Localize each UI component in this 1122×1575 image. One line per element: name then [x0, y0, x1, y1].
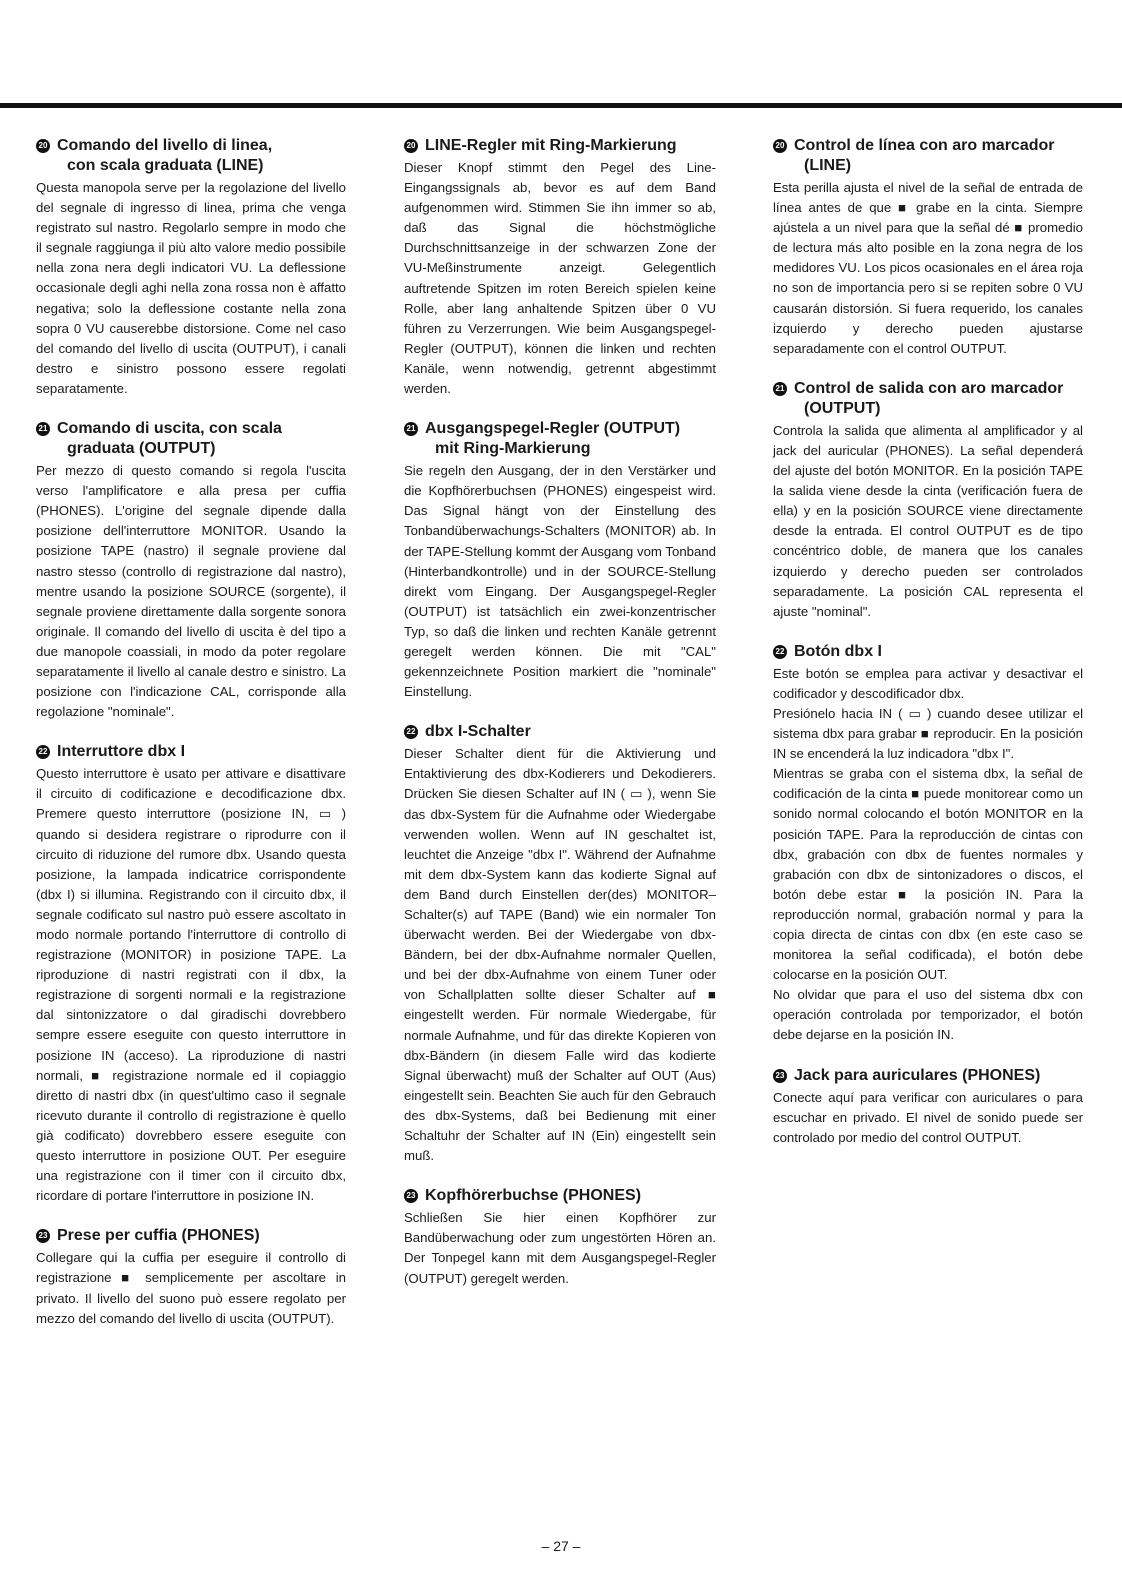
section-de-dbx [404, 722, 716, 1166]
item-number-badge: 22 [36, 745, 50, 759]
item-number-badge: 22 [404, 725, 418, 739]
heading-line: Prese per cuffia (PHONES) [57, 1227, 260, 1245]
heading-line: Botón dbx I [794, 642, 882, 660]
item-number-badge: 23 [404, 1189, 418, 1203]
heading-line: con scala graduata (LINE) [67, 157, 264, 174]
section-es-dbx [773, 642, 1083, 1046]
section-de-line [404, 136, 716, 399]
paragraph: Per mezzo di questo comando si regola l'uscita verso l'amplificatore e alla presa per cuffia (PHONES). L'origine del segnale dipende dalla posizione dell'interruttore MONITOR. Usando la posizione TAPE (nastro) il segnale proviene dal nastro stesso (controllo di registrazione dal nastro), mentre usando la posizione SOURCE (sorgente), il segnale proviene direttamente dalla sorgente sonora originale. Il comando del livello di uscita è del tipo a due manopole coassiali, in modo da poter regolare separatamente il livello al canale destro e sinistro. La posizione con l'indicazione CAL, corrisponde alla regolazione "nominale". [36, 463, 346, 720]
top-rule [0, 103, 1122, 108]
heading-line: (LINE) [804, 157, 852, 174]
paragraph: Questa manopola serve per la regolazione del livello del segnale di ingresso di linea, prima che venga registrato sul nastro. Regolarlo sempre in modo che il segnale raggiunga il più alto valore medio possibile nella zona nera degli indicatori VU. La deflessione occasionale degli aghi nella zona rossa non è affatto negativa; solo la deflessione costante nella zona sopra 0 VU causerebbe distorsione. Come nel caso del comando del livello di uscita (OUTPUT), i canali destro e sinistro possono essere regolati separatamente. [36, 180, 346, 396]
heading-line: LINE-Regler mit Ring-Markierung [425, 137, 677, 154]
paragraph: Dieser Knopf stimmt den Pegel des Line-Eingangssignals ab, bevor es auf dem Band aufgenommen wird. Stimmen Sie ihn immer so ab, daß das Signal die höchstmögliche Durchschnittsanzeige in der schwarzen Zone der VU-Meßinstrumente anzeigt. Gelegentlich auftretende Spitzen im roten Bereich spielen keine Rolle, aber lang anhaltende Spitzen über 0 VU führen zu Verzerrungen. Wie beim Ausgangspegel-Regler (OUTPUT), können die linken und rechten Kanäle, wenn notwendig, getrennt abgestimmt werden. [404, 160, 716, 397]
heading-line: (OUTPUT) [804, 399, 881, 417]
column-italian [36, 136, 346, 1349]
page-number: – 27 – [541, 1538, 581, 1554]
item-number-badge: 22 [773, 645, 787, 659]
section-heading [773, 136, 1083, 176]
paragraph: Schließen Sie hier einen Kopfhörer zur Bandüberwachung oder zum ungestörten Hören an. Der Tonpegel kann mit dem Ausgangspegel-Regler (OUTPUT) geregelt werden. [404, 1210, 716, 1286]
section-heading [36, 742, 346, 762]
heading-line: Comando di uscita, con scala [57, 420, 282, 438]
heading-line: mit Ring-Markierung [435, 440, 591, 458]
heading-line: Interruttore dbx I [57, 743, 186, 761]
heading-line: Control de salida con aro marcador [794, 379, 1064, 397]
item-number-badge: 20 [773, 139, 787, 153]
item-number-badge: 21 [404, 422, 418, 436]
paragraph: Controla la salida que alimenta al amplificador y al jack del auricular (PHONES). La señal dependerá del ajuste del botón MONITOR. En la posición TAPE la salida viene desde la cinta (verificación fuera de ella) y en la posición SOURCE viene directamente desde la entrada. El control OUTPUT es de tipo concéntrico doble, de manera que los canales izquierdo y derecho pueden ser controlados separadamente. La posición CAL representa el ajuste "nominal". [773, 422, 1083, 619]
section-heading [36, 136, 346, 176]
section-heading [404, 722, 716, 742]
paragraph: Dieser Schalter dient für die Aktivierung und Entaktivierung des dbx-Kodierers und Dekodierers. Drücken Sie diesen Schalter auf IN ( ▭ ), wenn Sie das dbx-System für die Aufnahme oder Wiedergabe verwenden wollen. Wenn auf IN geschaltet ist, leuchtet die Anzeige "dbx I". Während der Aufnahme mit dem dbx-System kann das kodierte Signal auf dem Band durch Einstellen der(des) MONITOR–Schalter(s) auf TAPE (Band) wie ein normaler Ton überwacht werden. Bei der Wiedergabe von dbx-Bändern, bei der dbx-Aufnahme normaler Quellen, und bei der dbx-Aufnahme von einem Tuner oder von Schallplatten sollte dieser Schalter auf ■ eingestellt werden. Für normale Wiedergabe, für normale Aufnahme, und für das direkte Kopieren von dbx-Bändern (in diesem Falle wird das kodierte Signal überwacht) muß der Schalter auf OUT (Aus) eingestellt sein. Beachten Sie auch für den Gebrauch des dbx-Systems, daß bei Bedienung mit einer Schaltuhr der Schalter auf IN (Ein) eingestellt sein muß. [404, 746, 716, 1164]
paragraph: Collegare qui la cuffia per eseguire il controllo di registrazione ■ semplicemente per ascoltare in privato. Il livello del suono può essere regolato per mezzo del comando del livello di uscita (OUTPUT). [36, 1250, 346, 1326]
item-number-badge: 21 [36, 422, 50, 436]
heading-line: graduata (OUTPUT) [67, 440, 216, 458]
section-heading [404, 1186, 716, 1206]
heading-line: Comando del livello di linea, [57, 137, 273, 154]
section-it-dbx [36, 742, 346, 1206]
section-heading [36, 1226, 346, 1246]
item-number-badge: 21 [773, 382, 787, 396]
paragraph: Presiónelo hacia IN ( ▭ ) cuando desee utilizar el sistema dbx para grabar ■ reproducir. En la posición IN se encenderá la luz indicadora "dbx I". [773, 705, 1083, 762]
paragraph: Conecte aquí para verificar con auriculares o para escuchar en privado. El nivel de sonido puede ser controlado por medio del control OUTPUT. [773, 1089, 1083, 1145]
section-es-phones [773, 1066, 1083, 1148]
section-es-output [773, 379, 1083, 622]
heading-line: Kopfhörerbuchse (PHONES) [425, 1187, 642, 1205]
section-heading [36, 419, 346, 459]
heading-line: Jack para auriculares (PHONES) [794, 1066, 1041, 1084]
item-number-badge: 20 [404, 139, 418, 153]
section-it-line [36, 136, 346, 399]
section-heading [773, 642, 1083, 662]
item-number-badge: 20 [36, 139, 50, 153]
paragraph: Sie regeln den Ausgang, der in den Verstärker und die Kopfhörerbuchsen (PHONES) eingespeist wird. Das Signal hängt von der Einstellung des Tonbandüberwachungs-Schalters (MONITOR) ab. In der TAPE-Stellung kommt der Ausgang vom Tonband (Hinterbandkontrolle) und in der SOURCE-Stellung direkt vom Eingang. Der Ausgangspegel-Regler (OUTPUT) ist tatsächlich ein zwei-konzentrischer Typ, so daß die linken und rechten Kanäle getrennt geregelt werden können. Die mit "CAL" gekennzeichnete Position markiert die "nominale" Einstellung. [404, 463, 716, 700]
paragraph: No olvidar que para el uso del sistema dbx con operación controlada por temporizador, el botón debe dejarse en la posición IN. [773, 987, 1083, 1043]
paragraph: Mientras se graba con el sistema dbx, la señal de codificación de la cinta ■ puede monitorear como un sonido normal colocando el botón MONITOR en la posición TAPE. Para la reproducción de cintas con dbx, grabación con dbx de fuentes normales y grabación con dbx de sintonizadores o discos, el botón debe estar ■ la posición IN. Para la reproducción normal, grabación normal y para la copia directa de cintas con dbx (en este caso se monitorea la señal codificada), el botón debe colocarse en la posición OUT. [773, 766, 1083, 983]
section-heading [773, 1066, 1083, 1086]
column-german [404, 136, 716, 1309]
paragraph: Questo interruttore è usato per attivare e disattivare il circuito di codificazione e decodificazione dbx. Premere questo interruttore (posizione IN, ▭ ) quando si desidera registrare o riprodurre con il circuito di riduzione del rumore dbx. Usando questa posizione, la lampada indicatrice corrispondente (dbx I) si illumina. Registrando con il circuito dbx, il segnale codificato sul nastro può essere ascoltato in modo normale portando l'interruttore di controllo di registrazione (MONITOR) in posizione TAPE. La riproduzione di nastri registrati con il dbx, la registrazione di sorgenti normali e la registrazione dal sintonizzatore o dal giradischi dovrebbero sempre essere eseguite con questo interruttore in posizione IN (acceso). La riproduzione di nastri normali, ■ registrazione normale ed il copiaggio diretto di nastri dbx (in quest'ultimo caso il segnale ricevuto durante il controllo di registrazione è quello già codificato) dovrebbero essere eseguite con questo interruttore in posizione OUT. Per eseguire una registrazione con il timer con il circuito dbx, ricordare di portare l'interruttore in posizione IN. [36, 766, 346, 1204]
section-heading [404, 136, 716, 156]
section-es-line [773, 136, 1083, 359]
section-de-phones [404, 1186, 716, 1288]
heading-line: dbx I-Schalter [425, 723, 531, 741]
column-spanish [773, 136, 1083, 1168]
section-heading [404, 419, 716, 459]
section-it-phones [36, 1226, 346, 1328]
paragraph: Este botón se emplea para activar y desactivar el codificador y descodificador dbx. [773, 665, 1083, 701]
section-it-output [36, 419, 346, 722]
heading-line: Ausgangspegel-Regler (OUTPUT) [425, 420, 681, 438]
paragraph: Esta perilla ajusta el nivel de la señal de entrada de línea antes de que ■ grabe en la cinta. Siempre ajústela a un nivel para que la señal dé ■ promedio de lectura más alto posible en la zona negra de los medidores VU. Los picos ocasionales en el área roja no son de importancia pero si se repiten sobre 0 VU causarán distorsión. Si fuera requerido, los canales izquierdo y derecho pueden ajustarse separadamente con el control OUTPUT. [773, 180, 1083, 356]
item-number-badge: 23 [773, 1069, 787, 1083]
section-heading [773, 379, 1083, 419]
item-number-badge: 23 [36, 1229, 50, 1243]
section-de-output [404, 419, 716, 702]
heading-line: Control de línea con aro marcador [794, 137, 1055, 154]
